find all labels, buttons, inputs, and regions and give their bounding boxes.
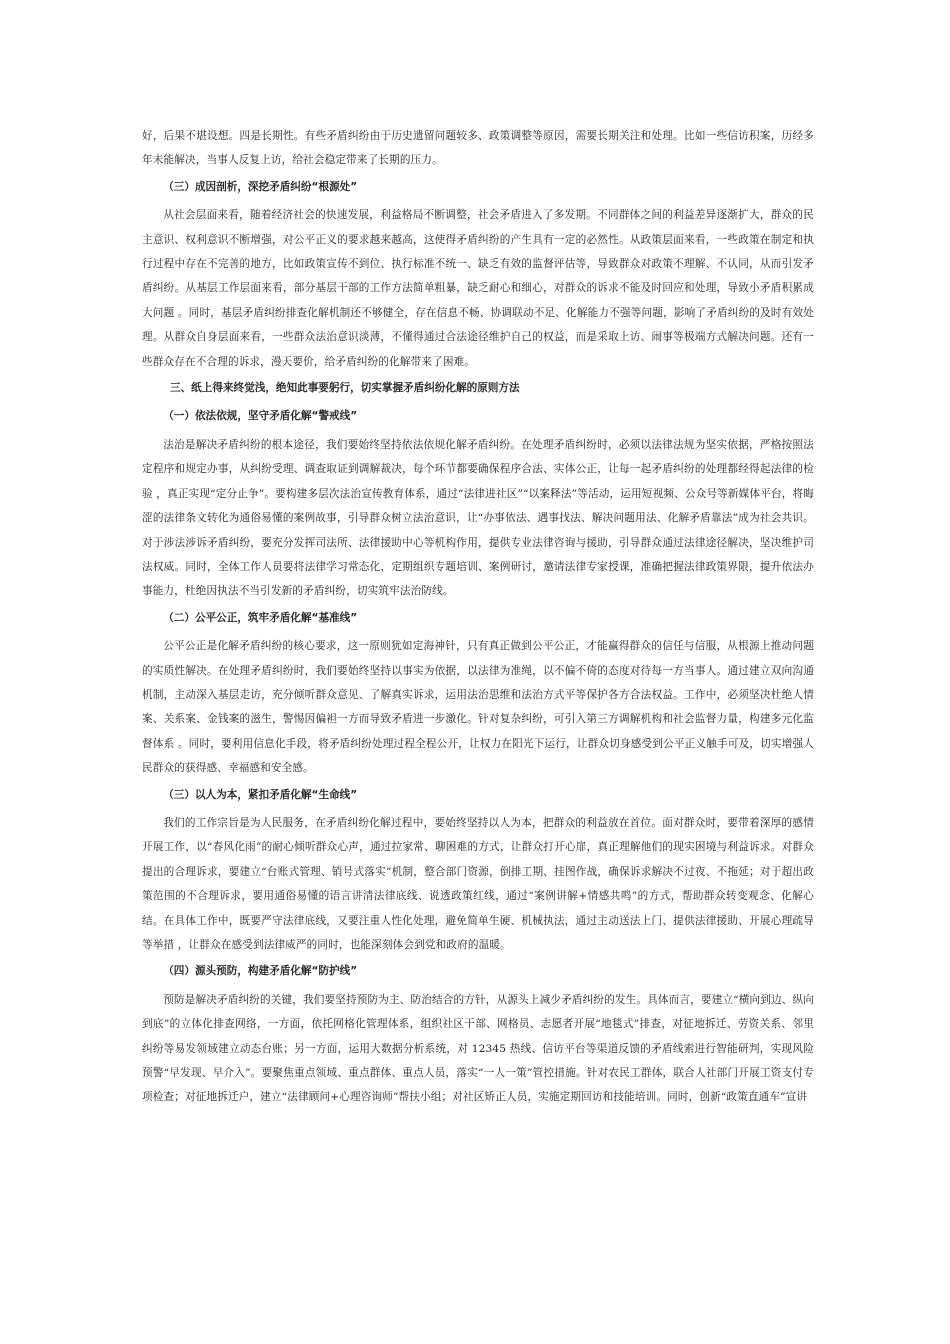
paragraph-causes: 从社会层面来看，随着经济社会的快速发展，利益格局不断调整，社会矛盾进入了多发期。不同群体之间的利益差异逐渐扩大，群众的民主意识、权利意识不断增强，对公平正义的要求越来越高，这使得矛盾纠纷的产生具有一定的必然性。从政策层面来看，一些政策在制定和执行过程中存在不完善的地方，比如政策宣传不到位、执行标准不统一、缺乏有效的监督评估等，导致群众对政策不理解、不认同，从而引发矛盾纠纷。从基层工作层面来看，部分基层干部的工作方法简单粗暴，缺乏耐心和细心，对群众的诉求不能及时回应和处理，导致小矛盾积累成大问题 。同时，基层矛盾纠纷排查化解机制还不够健全，存在信息不畅、协调联动不足、化解能力不强等问题，影响了矛盾纠纷的及时有效处理。从群众自身层面来看，一些群众法治意识淡薄，不懂得通过合法途径维护自己的权益，而是采取上访、闹事等极端方式解决问题。还有一些群众存在不合理的诉求，漫天要价，给矛盾纠纷的化解带来了困难。 [142,209,814,368]
paragraph-continuation: 好，后果不堪设想。四是长期性。有些矛盾纠纷由于历史遗留问题较多、政策调整等原因，需要长期关注和处理。比如一些信访积案，历经多年未能解决，当事人反复上访，给社会稳定带来了长期的压力。 [142,130,814,167]
section-heading-people: （三）以人为本，紧扣矛盾化解“生命线” [163,788,358,801]
section-heading-law: （一）依法依规，坚守矛盾化解“警戒线” [163,410,358,423]
document-page [142,124,814,1110]
paragraph-prevention: 预防是解决矛盾纠纷的关键，我们要坚持预防为主、防治结合的方针，从源头上减少矛盾纠纷的发生。具体而言，要建立“横向到边、纵向到底”的立体化排查网络，一方面，依托网格化管理体系，组织社区干部、网格员、志愿者开展“地毯式”排查，对征地拆迁、劳资关系、邻里纠纷等易发领域建立动态台账；另一方面，运用大数据分析系统，对 12345 热线、信访平台等渠道反馈的矛盾线索进行智能研判，实现风险预警“早发现、早介入”。要聚焦重点领域、重点群体、重点人员，落实“一人一策”管控措施。针对农民工群体，联合人社部门开展工资支付专项检查；对征地拆迁户，建立“法律顾问+心理咨询师”帮扶小组；对社区矫正人员，实施定期回访和技能培训。同时，创新“政策直通车”宣讲 [142,993,814,1104]
section-heading-fairness: （二）公平公正，筑牢矛盾化解“基准线” [163,611,358,624]
chapter-heading-principles: 三、纸上得来终觉浅，绝知此事要躬行，切实掌握矛盾纠纷化解的原则方法 [170,382,520,395]
section-heading-prevention: （四）源头预防，构建矛盾化解“防护线” [163,965,358,978]
paragraph-people: 我们的工作宗旨是为人民服务，在矛盾纠纷化解过程中，要始终坚持以人为本，把群众的利益放在首位。面对群众时，要带着深厚的感情开展工作，以“春风化雨”的耐心倾听群众心声，通过拉家常、聊困难的方式，让群众打开心扉，真正理解他们的现实困境与利益诉求。对群众提出的合理诉求，要建立“台账式管理、销号式落实”机制，整合部门资源，倒排工期、挂图作战，确保诉求解决不过夜、不拖延；对于超出政策范围的不合理诉求，要用通俗易懂的语言讲清法律底线、说透政策红线，通过“案例讲解+情感共鸣”的方式，帮助群众转变观念、化解心结。在具体工作中，既要严守法律底线，又要注重人性化处理，避免简单生硬、机械执法，通过主动送法上门、提供法律援助、开展心理疏导等举措 ，让群众在感受到法律威严的同时，也能深刻体会到党和政府的温暖。 [142,816,814,951]
section-heading-causes: （三）成因剖析，深挖矛盾纠纷“根源处” [163,180,358,193]
paragraph-fairness: 公平公正是化解矛盾纠纷的核心要求，这一原则犹如定海神针，只有真正做到公平公正，才能赢得群众的信任与信服，从根源上推动问题的实质性解决。在处理矛盾纠纷时，我们要始终坚持以事实为依据，以法律为准绳，以不偏不倚的态度对待每一方当事人。通过建立双向沟通机制，主动深入基层走访，充分倾听群众意见、了解真实诉求，运用法治思维和法治方式平等保护各方合法权益。工作中，必须坚决杜绝人情案、关系案、金钱案的滋生，警惕因偏袒一方而导致矛盾进一步激化。针对复杂纠纷，可引入第三方调解机构和社会监督力量，构建多元化监督体系 。同时，要利用信息化手段，将矛盾纠纷处理过程全程公开，让权力在阳光下运行，让群众切身感受到公平正义触手可及，切实增强人民群众的获得感、幸福感和安全感。 [142,640,814,775]
paragraph-law: 法治是解决矛盾纠纷的根本途径，我们要始终坚持依法依规化解矛盾纠纷。在处理矛盾纠纷时，必须以法律法规为坚实依据，严格按照法定程序和规定办事，从纠纷受理、调查取证到调解裁决，每个环节都要确保程序合法、实体公正，让每一起矛盾纠纷的处理都经得起法律的检验 ，真正实现“定分止争”。要构建多层次法治宣传教育体系，通过“法律进社区”“以案释法”等活动，运用短视频、公众号等新媒体平台，将晦涩的法律条文转化为通俗易懂的案例故事，引导群众树立法治意识，让“办事依法、遇事找法、解决问题用法、化解矛盾靠法”成为社会共识。对于涉法涉诉矛盾纠纷，要充分发挥司法所、法律援助中心等机构作用，提供专业法律咨询与援助，引导群众通过法律途径解决，坚决维护司法权威。同时，全体工作人员要将法律学习常态化，定期组织专题培训、案例研讨，邀请法律专家授课，准确把握法律政策界限，提升依法办事能力，杜绝因执法不当引发新的矛盾纠纷，切实筑牢法治防线。 [142,438,814,598]
